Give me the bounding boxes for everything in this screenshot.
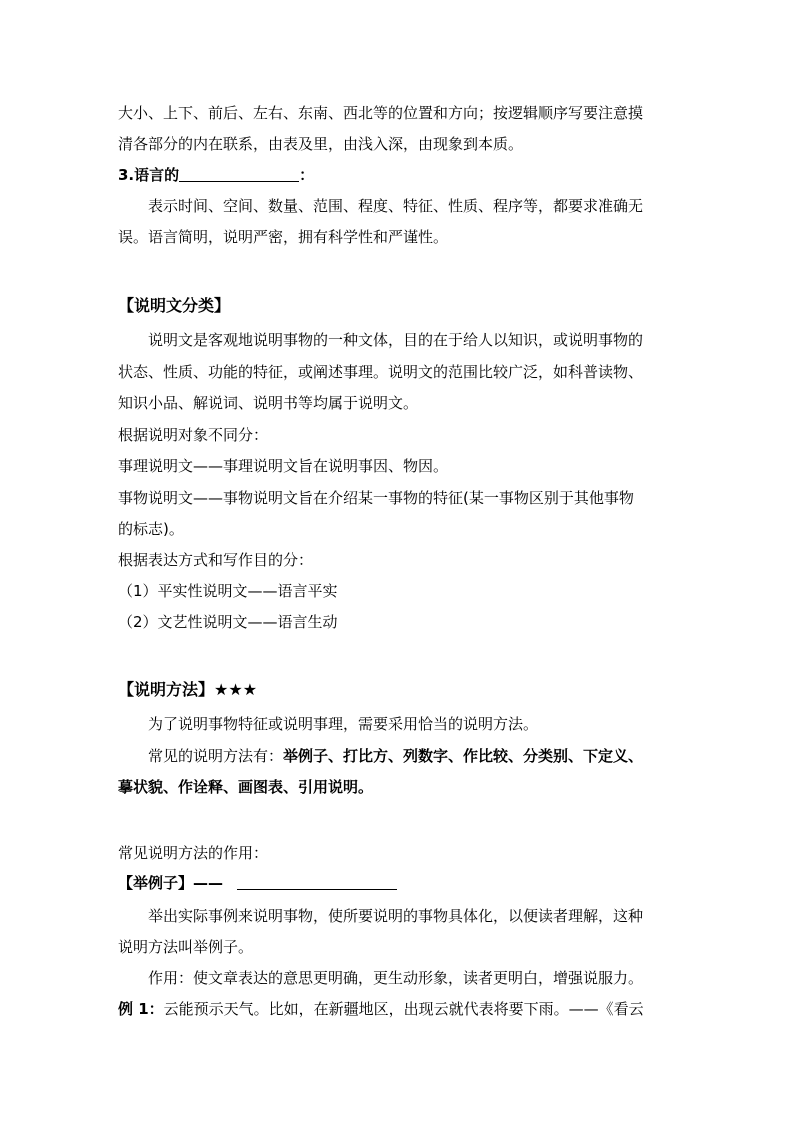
language-line-2: 误。语言简明，说明严密，拥有科学性和严谨性。 [118, 228, 449, 246]
example-label-line [118, 873, 397, 893]
classification-shiwu-line-2: 的标志)。 [118, 520, 184, 538]
classification-p1-line-3: 知识小品、解说词、说明书等均属于说明文。 [118, 394, 419, 412]
classification-shili: 事理说明文——事理说明文旨在说明事因、物因。 [118, 457, 449, 475]
methods-common-line-1 [148, 746, 643, 766]
classification-shiwu-line-1: 事物说明文——事物说明文旨在介绍某一事物的特征(某一事物区别于其他事物 [118, 489, 634, 507]
methods-common-line-2: 摹状貌、作诠释、画图表、引用说明。 [118, 778, 374, 796]
classification-type-1: （1）平实性说明文——语言平实 [118, 582, 338, 600]
example-1-text: 云能预示天气。比如，在新疆地区，出现云就代表将要下雨。——《看云 [163, 1000, 644, 1018]
classification-by-object: 根据说明对象不同分： [118, 426, 269, 444]
classification-by-expression: 根据表达方式和写作目的分： [118, 551, 314, 569]
language-label-prefix: 3.语言的 [118, 166, 180, 184]
language-label-suffix: ： [299, 166, 315, 184]
intro-line-1: 大小、上下、前后、左右、东南、西北等的位置和方向；按逻辑顺序写要注意摸 [118, 104, 644, 122]
methods-common-list-1: 举例子、打比方、列数字、作比较、分类别、下定义、 [283, 747, 644, 765]
intro-line-2: 清各部分的内在联系，由表及里，由浅入深，由现象到本质。 [118, 135, 524, 153]
classification-p1-line-1: 说明文是客观地说明事物的一种文体，目的在于给人以知识，或说明事物的 [148, 331, 644, 349]
methods-common-prefix: 常见的说明方法有： [148, 747, 284, 765]
classification-heading: 【说明文分类】 [118, 296, 231, 315]
methods-effects-title: 常见说明方法的作用： [118, 844, 269, 862]
classification-type-2: （2）文艺性说明文——语言生动 [118, 613, 338, 631]
fill-in-blank [237, 875, 397, 890]
example-label: 【举例子】—— [118, 874, 224, 892]
classification-p1-line-2: 状态、性质、功能的特征，或阐述事理。说明文的范围比较广泛，如科普读物、 [118, 363, 644, 381]
methods-heading: 【说明方法】★★★ [118, 680, 258, 699]
methods-intro: 为了说明事物特征或说明事理，需要采用恰当的说明方法。 [148, 715, 539, 733]
fill-in-blank [179, 167, 299, 182]
example-1-label: 例 1： [118, 1000, 164, 1018]
example-1-line [118, 999, 644, 1019]
example-def-line-1: 举出实际事例来说明事物，使所要说明的事物具体化，以便读者理解，这种 [148, 907, 644, 925]
example-effect: 作用：使文章表达的意思更明确，更生动形象，读者更明白，增强说服力。 [148, 969, 644, 987]
language-line-1: 表示时间、空间、数量、范围、程度、特征、性质、程序等，都要求准确无 [148, 197, 644, 215]
example-def-line-2: 说明方法叫举例子。 [118, 938, 254, 956]
language-section-label [118, 165, 314, 185]
